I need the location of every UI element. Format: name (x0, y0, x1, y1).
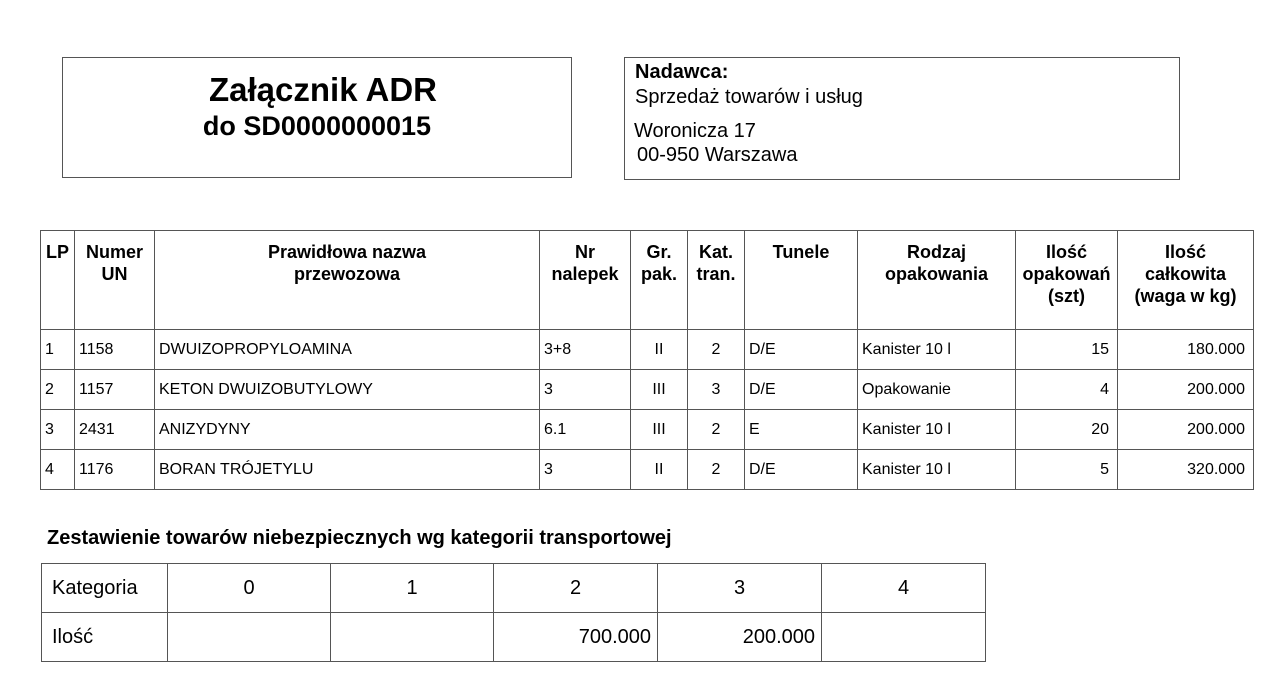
cell-tunnels: D/E (745, 450, 858, 490)
cell-labels: 6.1 (540, 410, 631, 450)
table-header-row (41, 231, 1254, 330)
sender-street: Woronicza 17 (634, 120, 756, 142)
cell-un-number: 2431 (75, 410, 155, 450)
cell-transport-category: 2 (688, 450, 745, 490)
cell-un-number: 1176 (75, 450, 155, 490)
sender-city: 00-950 Warszawa (637, 144, 798, 166)
summary-quantity-row (42, 613, 986, 662)
summary-category-cell: 2 (494, 564, 658, 613)
column-header-labels: Nr nalepek (540, 231, 631, 330)
summary-category-cell: 0 (168, 564, 331, 613)
cell-labels: 3 (540, 450, 631, 490)
cell-total-weight: 320.000 (1118, 450, 1254, 490)
document-subtitle: do SD0000000015 (202, 111, 432, 141)
column-header-tunnels: Tunele (745, 231, 858, 330)
cell-packing-group: III (631, 370, 688, 410)
summary-quantity-cell: 200.000 (658, 613, 822, 662)
cell-transport-category: 3 (688, 370, 745, 410)
column-header-total-weight: Ilość całkowita (waga w kg) (1118, 231, 1254, 330)
cell-total-weight: 200.000 (1118, 370, 1254, 410)
table-row (41, 410, 1254, 450)
cell-package-count: 5 (1016, 450, 1118, 490)
cell-shipping-name: DWUIZOPROPYLOAMINA (155, 330, 540, 370)
category-summary-table (41, 563, 986, 662)
cell-package-count: 15 (1016, 330, 1118, 370)
cell-packing-group: II (631, 450, 688, 490)
cell-total-weight: 180.000 (1118, 330, 1254, 370)
document-title-box (62, 57, 572, 178)
cell-transport-category: 2 (688, 330, 745, 370)
summary-category-cell: 4 (822, 564, 986, 613)
cell-shipping-name: KETON DWUIZOBUTYLOWY (155, 370, 540, 410)
cell-un-number: 1157 (75, 370, 155, 410)
cell-package-count: 20 (1016, 410, 1118, 450)
cell-packaging-type: Kanister 10 l (858, 410, 1016, 450)
cell-lp: 4 (41, 450, 75, 490)
cell-un-number: 1158 (75, 330, 155, 370)
column-header-shipping-name: Prawidłowa nazwa przewozowa (155, 231, 540, 330)
summary-quantity-cell (331, 613, 494, 662)
cell-lp: 1 (41, 330, 75, 370)
summary-row-header-category: Kategoria (42, 564, 168, 613)
cell-packing-group: III (631, 410, 688, 450)
sender-label: Nadawca: (635, 61, 729, 83)
cell-transport-category: 2 (688, 410, 745, 450)
column-header-package-count: Ilość opakowań (szt) (1016, 231, 1118, 330)
cell-lp: 3 (41, 410, 75, 450)
cell-lp: 2 (41, 370, 75, 410)
cell-tunnels: D/E (745, 330, 858, 370)
summary-category-cell: 3 (658, 564, 822, 613)
table-row (41, 330, 1254, 370)
cell-shipping-name: BORAN TRÓJETYLU (155, 450, 540, 490)
table-row (41, 370, 1254, 410)
sender-name: Sprzedaż towarów i usług (635, 86, 863, 108)
column-header-packaging-type: Rodzaj opakowania (858, 231, 1016, 330)
adr-goods-table (40, 230, 1254, 490)
cell-tunnels: E (745, 410, 858, 450)
cell-labels: 3+8 (540, 330, 631, 370)
summary-title: Zestawienie towarów niebezpiecznych wg kategorii transportowej (47, 527, 672, 549)
column-header-lp: LP (41, 231, 75, 330)
column-header-un-number: Numer UN (75, 231, 155, 330)
summary-quantity-cell (822, 613, 986, 662)
cell-labels: 3 (540, 370, 631, 410)
cell-packaging-type: Opakowanie (858, 370, 1016, 410)
summary-quantity-cell: 700.000 (494, 613, 658, 662)
cell-total-weight: 200.000 (1118, 410, 1254, 450)
summary-category-cell: 1 (331, 564, 494, 613)
summary-category-row (42, 564, 986, 613)
cell-tunnels: D/E (745, 370, 858, 410)
column-header-transport-category: Kat. tran. (688, 231, 745, 330)
table-row (41, 450, 1254, 490)
cell-package-count: 4 (1016, 370, 1118, 410)
summary-quantity-cell (168, 613, 331, 662)
document-title: Załącznik ADR (208, 71, 437, 108)
cell-packaging-type: Kanister 10 l (858, 330, 1016, 370)
cell-shipping-name: ANIZYDYNY (155, 410, 540, 450)
sender-box (624, 57, 1180, 180)
summary-row-header-quantity: Ilość (42, 613, 168, 662)
cell-packaging-type: Kanister 10 l (858, 450, 1016, 490)
column-header-packing-group: Gr. pak. (631, 231, 688, 330)
cell-packing-group: II (631, 330, 688, 370)
